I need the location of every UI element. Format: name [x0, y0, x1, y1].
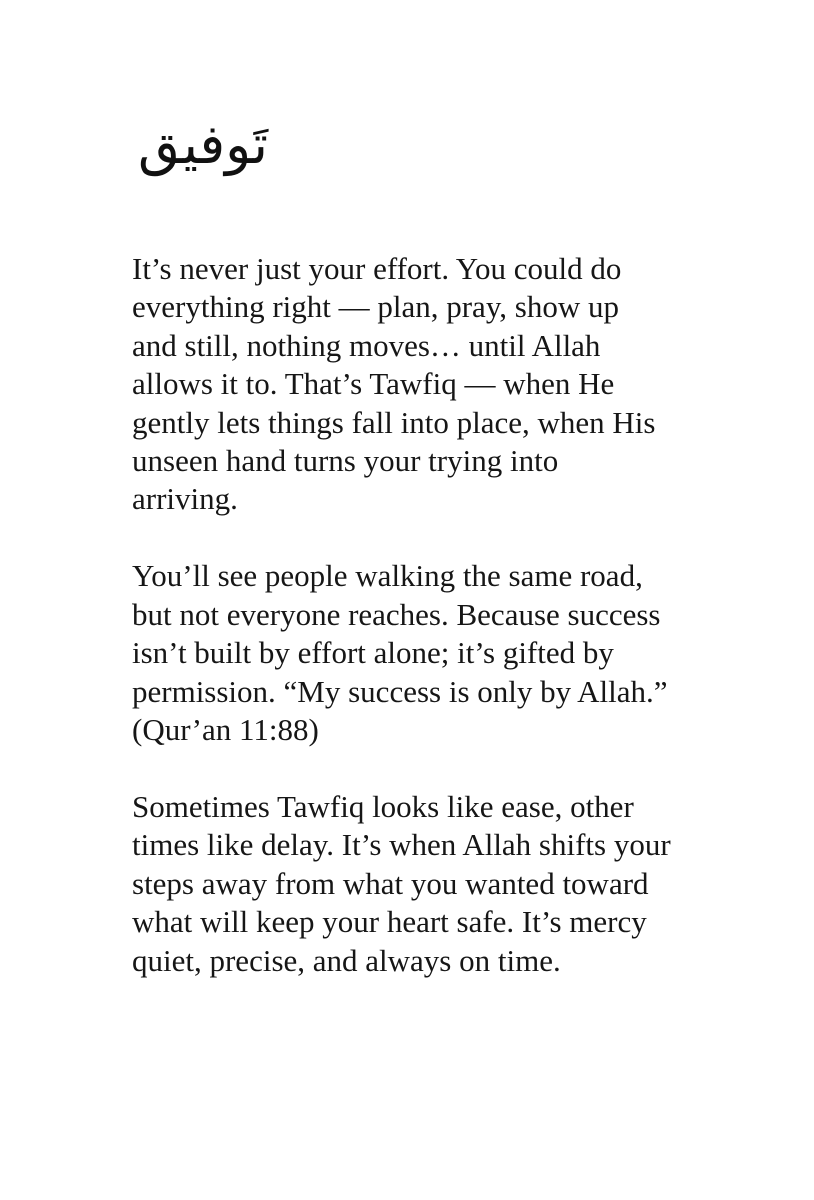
text-line: allows it to. That’s Tawfiq — when He	[132, 366, 615, 402]
text-line: gently lets things fall into place, when His	[132, 404, 656, 440]
text-line: (Qur’an 11:88)	[132, 711, 319, 747]
body-text	[132, 250, 752, 1018]
text-line: quiet, precise, and always on time.	[132, 942, 561, 978]
text-line: steps away from what you wanted toward	[132, 865, 649, 901]
text-line: Sometimes Tawfiq looks like ease, other	[132, 788, 634, 824]
text-line: unseen hand turns your trying into	[132, 443, 559, 479]
paragraph-success	[132, 557, 752, 749]
text-line: isn’t built by effort alone; it’s gifted by	[132, 635, 614, 671]
text-line: times like delay. It’s when Allah shifts your	[132, 827, 671, 863]
arabic-title: تَوفيق	[138, 113, 269, 176]
text-line: arriving.	[132, 481, 238, 517]
text-line: what will keep your heart safe. It’s mercy	[132, 904, 647, 940]
text-line: and still, nothing moves… until Allah	[132, 327, 601, 363]
paragraph-effort	[132, 250, 752, 519]
text-line: but not everyone reaches. Because success	[132, 596, 661, 632]
paragraph-mercy	[132, 788, 752, 980]
text-line: everything right — plan, pray, show up	[132, 289, 620, 325]
text-line: It’s never just your effort. You could do	[132, 251, 622, 286]
text-line: permission. “My success is only by Allah.”	[132, 673, 668, 709]
text-line: You’ll see people walking the same road,	[132, 558, 643, 594]
